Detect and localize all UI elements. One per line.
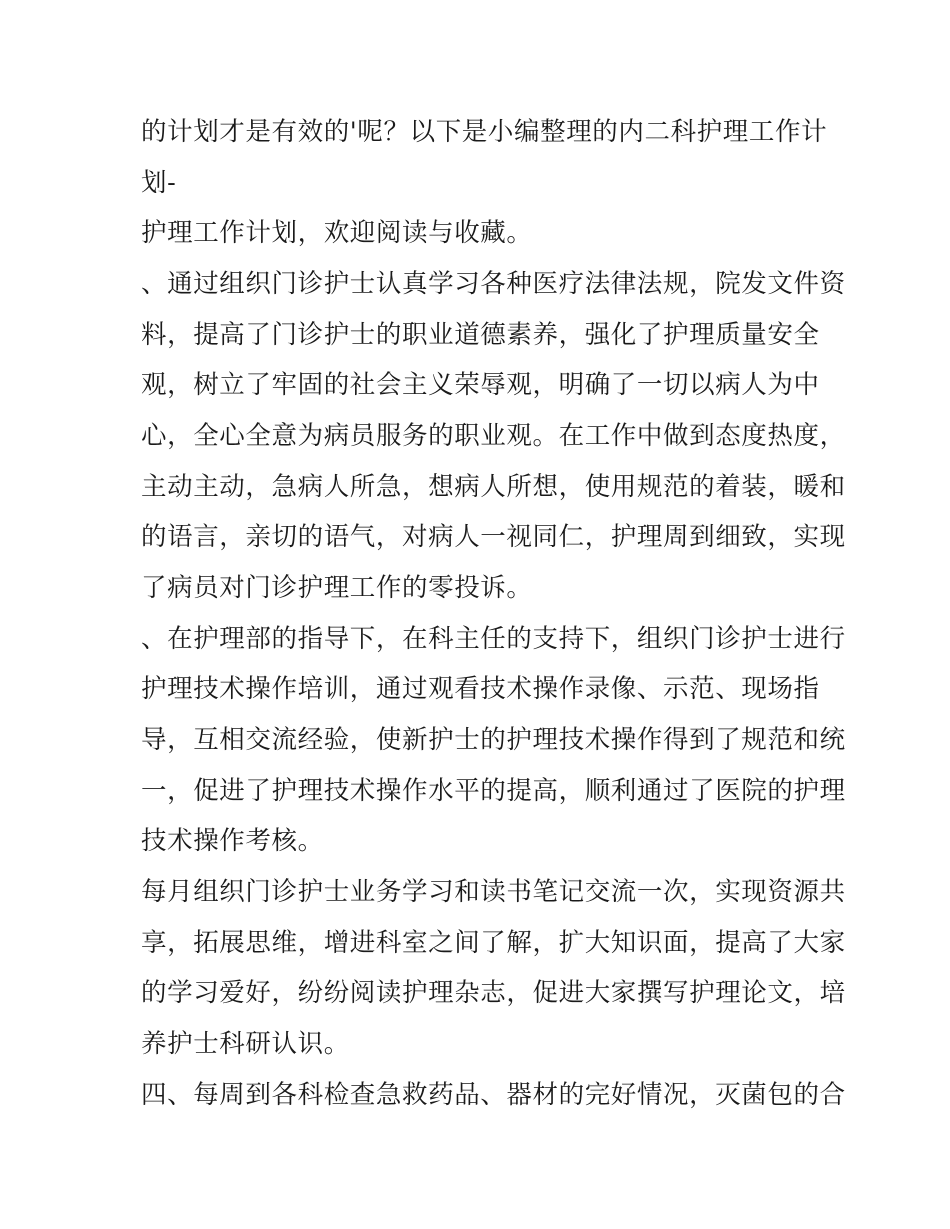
text-line: 、在护理部的指导下，在科主任的支持下，组织门诊护士进行: [141, 624, 846, 654]
text-line: 护理工作计划，欢迎阅读与收藏。: [141, 218, 533, 248]
text-line: 的计划才是有效的'呢？以下是小编整理的内二科护理工作计: [141, 117, 828, 147]
text-line: 料，提高了门诊护士的职业道德素养，强化了护理质量安全: [141, 320, 820, 350]
text-line: 技术操作考核。: [141, 826, 324, 856]
text-line: 划-: [141, 168, 177, 198]
text-line: 、通过组织门诊护士认真学习各种医疗法律法规，院发文件资: [141, 269, 846, 299]
text-line: 护理技术操作培训，通过观看技术操作录像、示范、现场指: [141, 674, 820, 704]
text-line: 养护士科研认识。: [141, 1029, 350, 1059]
text-line: 享，拓展思维，增进科室之间了解，扩大知识面，提高了大家: [141, 928, 846, 958]
text-line: 的学习爱好，纷纷阅读护理杂志，促进大家撰写护理论文，培: [141, 978, 846, 1008]
text-line: 了病员对门诊护理工作的零投诉。: [141, 573, 533, 603]
text-line: 观，树立了牢固的社会主义荣辱观，明确了一切以病人为中: [141, 370, 820, 400]
text-line: 主动主动，急病人所急，想病人所想，使用规范的着装，暖和: [141, 472, 846, 502]
text-line: 导，互相交流经验，使新护士的护理技术操作得到了规范和统: [141, 725, 846, 755]
text-line: 四、每周到各科检查急救药品、器材的完好情况，灭菌包的合: [141, 1080, 846, 1110]
text-line: 的语言，亲切的语气，对病人一视同仁，护理周到细致，实现: [141, 522, 846, 552]
text-line: 一，促进了护理技术操作水平的提高，顺利通过了医院的护理: [141, 776, 846, 806]
text-line: 每月组织门诊护士业务学习和读书笔记交流一次，实现资源共: [141, 877, 846, 907]
text-line: 心，全心全意为病员服务的职业观。在工作中做到态度热度，: [141, 421, 846, 451]
